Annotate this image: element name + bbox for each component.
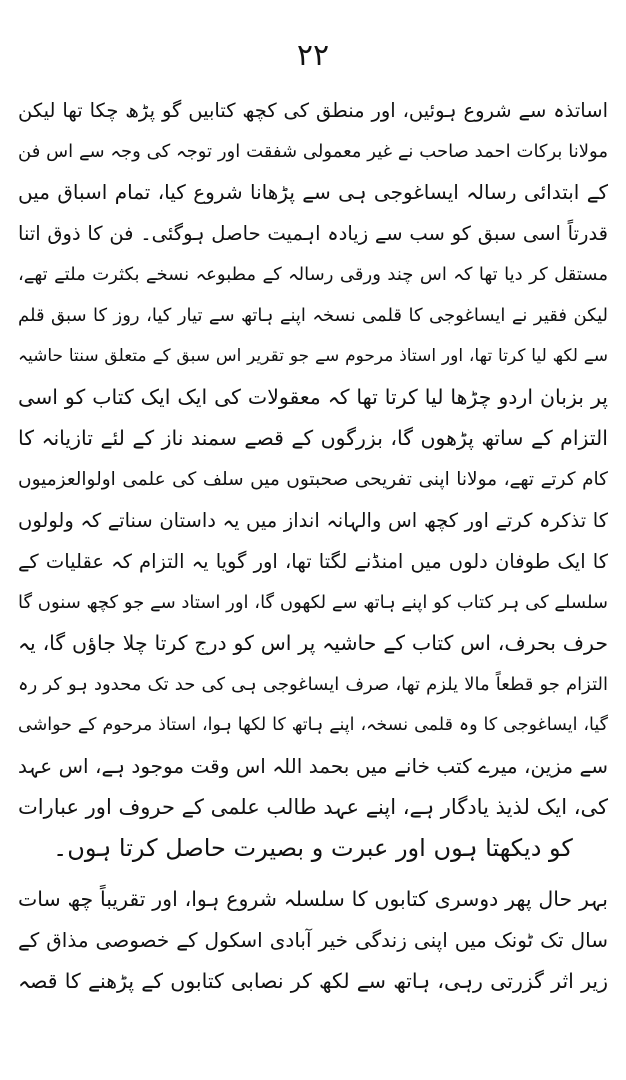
text-line: کو دیکھتا ہوں اور عبرت و بصیرت حاصل کرتا ہوں۔	[53, 834, 573, 862]
text-line: سلسلے کی ہر کتاب کو اپنے ہاتھ سے لکھوں گا، اور استاد سے جو کچھ سنوں گا	[18, 592, 608, 613]
text-line: بہر حال پھر دوسری کتابوں کا سلسلہ شروع ہوا، اور تقریباً چھ سات	[18, 887, 608, 911]
text-line: کا ایک طوفان دلوں میں امنڈنے لگتا تھا، اور گویا یہ التزام کہ عقلیات کے	[18, 550, 608, 573]
text-line: گیا، ایساغوجی کا وہ قلمی نسخہ، اپنے ہاتھ کا لکھا ہوا، استاذ مرحوم کے حواشی	[18, 715, 608, 735]
text-line: کے ابتدائی رسالہ ایساغوجی ہی سے پڑھانا شروع کیا، تمام اسباق میں	[18, 180, 608, 204]
paragraph-2	[18, 879, 608, 1002]
text-line: التزام جو قطعاً مالا یلزم تھا، صرف ایساغوجی ہی کی حد تک محدود ہو کر رہ	[18, 674, 608, 695]
paragraph-1	[18, 90, 608, 869]
text-line: سے لکھ لیا کرتا تھا، اور استاذ مرحوم سے جو تقریر اس سبق کے متعلق سنتا حاشیہ	[18, 346, 608, 366]
body-text	[18, 90, 608, 1002]
page-number: ۲۲	[296, 38, 330, 73]
text-line: اساتذہ سے شروع ہوئیں، اور منطق کی کچھ کتابیں گو پڑھ چکا تھا لیکن	[18, 99, 608, 122]
text-line: حرف بحرف، اس کتاب کے حاشیہ پر اس کو درج کرتا چلا جاؤں گا، یہ	[18, 631, 608, 655]
text-line: قدرتاً اسی سبق کو سب سے زیادہ اہمیت حاصل ہوگئی۔ فن کا ذوق اتنا	[18, 222, 608, 245]
text-line: سے مزین، میرے کتب خانے میں بحمد اللہ اس وقت موجود ہے، اس عہد	[18, 754, 608, 778]
text-line: مولانا برکات احمد صاحب نے غیر معمولی شفقت اور توجہ کی وجہ سے اس فن	[18, 141, 608, 162]
text-line: کام کرتے تھے، مولانا اپنی تفریحی صحبتوں میں سلف کی علمی اولوالعزمیوں	[18, 469, 608, 490]
text-line: سال تک ٹونک میں اپنی زندگی خیر آبادی اسکول کے خصوصی مذاق کے	[18, 928, 608, 952]
text-line: کا تذکرہ کرتے اور کچھ اس والہانہ انداز میں یہ داستان سناتے کہ ولولوں	[18, 509, 608, 532]
paragraph-gap	[18, 869, 608, 879]
text-line: زیر اثر گزرتی رہی، ہاتھ سے لکھ کر نصابی کتابوں کے پڑھنے کا قصہ	[18, 969, 608, 993]
text-line: التزام کے ساتھ پڑھوں گا، بزرگوں کے قصے سمند ناز کے لئے تازیانہ کا	[18, 426, 608, 450]
text-line: لیکن فقیر نے ایساغوجی کا قلمی نسخہ اپنے ہاتھ سے تیار کیا، روز کا سبق قلم	[18, 305, 608, 326]
text-line: مستقل کر دیا تھا کہ اس چند ورقی رسالہ کے مطبوعہ نسخے بکثرت ملتے تھے،	[18, 264, 608, 285]
text-line: پر بزبان اردو چڑھا لیا کرتا تھا کہ معقولات کی ایک ایک کتاب کو اسی	[18, 385, 608, 409]
text-line: کی، ایک لذیذ یادگار ہے، اپنے عہد طالب علمی کے حروف اور عبارات	[18, 795, 608, 819]
